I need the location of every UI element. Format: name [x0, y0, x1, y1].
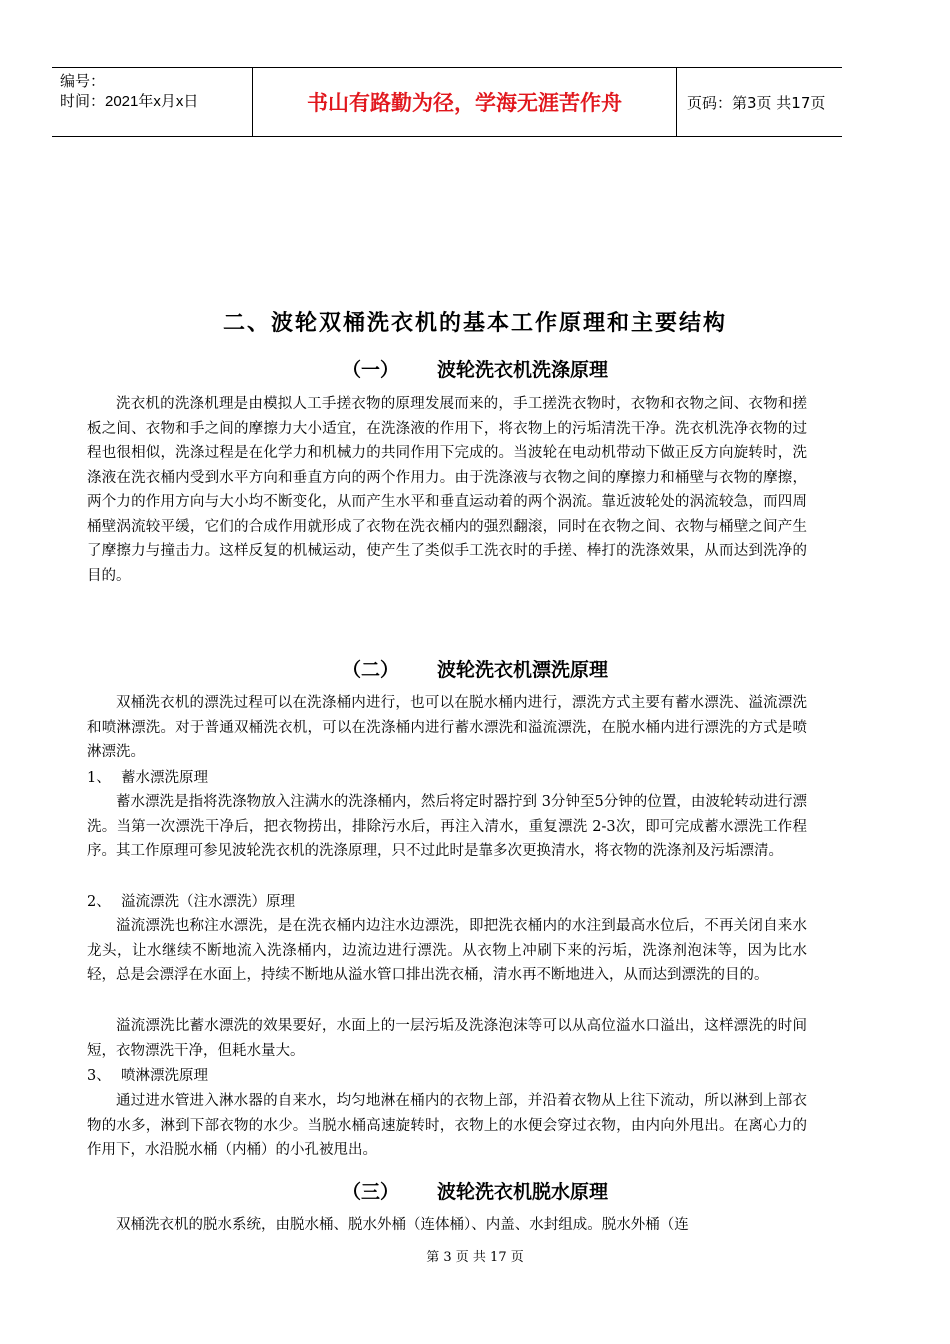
- section-number: （一）: [341, 359, 399, 381]
- paragraph-rinsing-intro: 双桶洗衣机的漂洗过程可以在洗涤桶内进行，也可以在脱水桶内进行，漂洗方式主要有蓄水漂洗、溢流漂洗和喷淋漂洗。对于普通双桶洗衣机，可以在洗涤桶内进行蓄水漂洗和溢流漂洗，在脱水桶内进行漂洗的方式是喷淋漂洗。: [87, 695, 807, 760]
- list-item-number: 3、: [87, 1068, 111, 1084]
- section-heading-3: [0, 1177, 950, 1204]
- section-number: （三）: [341, 1181, 399, 1203]
- section-number: （二）: [341, 659, 399, 681]
- section-title: 波轮洗衣机脱水原理: [437, 1181, 609, 1203]
- section-heading-1: [0, 355, 950, 382]
- section-title: 波轮洗衣机洗涤原理: [437, 359, 609, 381]
- header-table: [52, 67, 842, 137]
- paragraph-storage-rinse: 蓄水漂洗是指将洗涤物放入注满水的洗涤桶内，然后将定时器拧到 3分钟至5分钟的位置，由波轮转动进行漂洗。当第一次漂洗干净后，把衣物捞出，排除污水后，再注入清水，重复漂洗 2-3次，即可完成蓄水漂洗工作程序。其工作原理可参见波轮洗衣机的洗涤原理，只不过此时是靠多次更换清水，将衣物的洗涤剂及污垢漂清。: [87, 794, 807, 859]
- list-item-number: 1、: [87, 770, 111, 786]
- paragraph-overflow-rinse: 溢流漂洗也称注水漂洗，是在洗衣桶内边注水边漂洗，即把洗衣桶内的水注到最高水位后，不再关闭自来水龙头，让水继续不断地流入洗涤桶内，边流边进行漂洗。从衣物上冲刷下来的污垢，洗涤剂泡沫等，因为比水轻，总是会漂浮在水面上，持续不断地从溢水管口排出洗衣桶，清水再不断地进入，从而达到漂洗的目的。: [87, 918, 807, 983]
- header-info-cell: [52, 68, 253, 136]
- list-item-1: [87, 766, 208, 790]
- section-title: 波轮洗衣机漂洗原理: [437, 659, 609, 681]
- paragraph-overflow-compare: 溢流漂洗比蓄水漂洗的效果要好，水面上的一层污垢及洗涤泡沫等可以从高位溢水口溢出，这样漂洗的时间短，衣物漂洗干净，但耗水量大。: [87, 1018, 807, 1059]
- list-item-2: [87, 890, 295, 914]
- list-item-label: 喷淋漂洗原理: [121, 1068, 208, 1084]
- header-motto: 书山有路勤为径，学海无涯苦作舟: [253, 68, 677, 136]
- list-item-label: 溢流漂洗（注水漂洗）原理: [121, 894, 295, 910]
- paragraph-washing-principle: 洗衣机的洗涤机理是由模拟人工手搓衣物的原理发展而来的，手工搓洗衣物时，衣物和衣物之间、衣物和搓板之间、衣物和手之间的摩擦力大小适宜，在洗涤液的作用下，将衣物上的污垢清洗干净。洗衣机洗净衣物的过程也很相似，洗涤过程是在化学力和机械力的共同作用下完成的。当波轮在电动机带动下做正反方向旋转时，洗涤液在洗衣桶内受到水平方向和垂直方向的两个作用力。由于洗涤液与衣物之间的摩擦力和桶壁与衣物的摩擦，两个力的作用方向与大小均不断变化，从而产生水平和垂直运动着的两个涡流。靠近波轮处的涡流较急，而四周桶壁涡流较平缓，它们的合成作用就形成了衣物在洗衣桶内的强烈翻滚，同时在衣物之间、衣物与桶壁之间产生了摩擦力与撞击力。这样反复的机械运动，使产生了类似手工洗衣时的手搓、棒打的洗涤效果，从而达到洗净的目的。: [87, 396, 807, 584]
- main-title: 二、波轮双桶洗衣机的基本工作原理和主要结构: [222, 311, 727, 336]
- list-item-number: 2、: [87, 894, 111, 910]
- list-item-label: 蓄水漂洗原理: [121, 770, 208, 786]
- page-footer: 第 3 页 共 17 页: [426, 1250, 524, 1265]
- paragraph-dehydration: 双桶洗衣机的脱水系统，由脱水桶、脱水外桶（连体桶）、内盖、水封组成。脱水外桶（连: [116, 1217, 689, 1233]
- document-date: 时间：2021年x月x日: [60, 93, 199, 110]
- list-item-3: [87, 1064, 208, 1088]
- document-number: 编号：: [60, 73, 106, 90]
- header-page-number: 页码：第3页 共17页: [687, 93, 826, 112]
- section-heading-2: [0, 655, 950, 682]
- paragraph-spray-rinse: 通过进水管进入淋水器的自来水，均匀地淋在桶内的衣物上部，并沿着衣物从上往下流动，所以淋到上部衣物的水多，淋到下部衣物的水少。当脱水桶高速旋转时，衣物上的水便会穿过衣物，由内向外甩出。在离心力的作用下，水沿脱水桶（内桶）的小孔被甩出。: [87, 1093, 807, 1158]
